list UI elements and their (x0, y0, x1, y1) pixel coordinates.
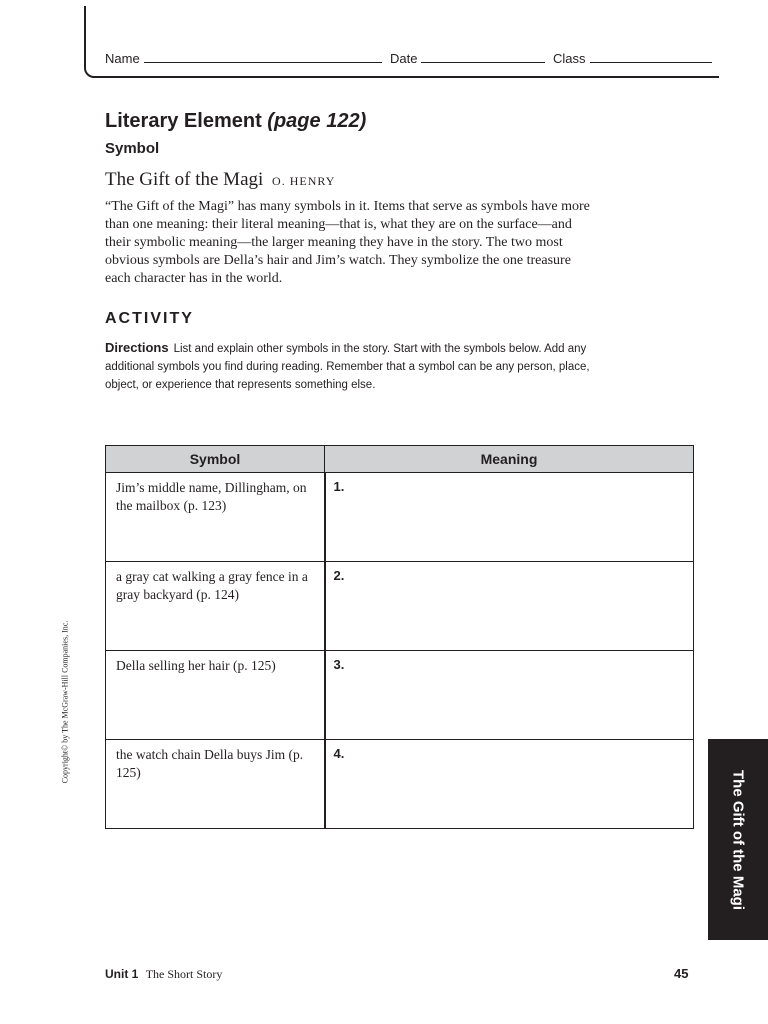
activity-heading: ACTIVITY (105, 310, 194, 327)
directions (105, 339, 605, 394)
meaning-number: 4. (333, 746, 345, 761)
header-corner-rule (84, 6, 100, 78)
table-row (106, 651, 694, 740)
directions-label: Directions (105, 340, 169, 355)
footer (105, 967, 222, 982)
table-header-row (106, 446, 694, 473)
subtitle: Symbol (105, 140, 160, 157)
date-blank[interactable] (421, 50, 545, 63)
symbol-cell: Della selling her hair (p. 125) (106, 651, 325, 740)
table-row (106, 562, 694, 651)
title-page-ref: (page 122) (267, 110, 367, 132)
class-blank[interactable] (590, 50, 712, 63)
name-field[interactable] (105, 50, 382, 66)
symbol-cell: Jim’s middle name, Dillingham, on the mailbox (p. 123) (106, 473, 325, 562)
symbol-cell: the watch chain Della buys Jim (p. 125) (106, 740, 325, 829)
date-label: Date (390, 51, 418, 66)
class-field[interactable] (553, 50, 712, 66)
meaning-cell[interactable] (325, 473, 694, 562)
page-number: 45 (674, 966, 689, 981)
table-row (106, 473, 694, 562)
title-main: Literary Element (105, 110, 262, 132)
name-blank[interactable] (144, 50, 382, 63)
story-title-text: The Gift of the Magi (105, 169, 264, 190)
side-tab-label: The Gift of the Magi (729, 769, 747, 910)
footer-unit: Unit 1 (105, 967, 139, 981)
side-tab (708, 739, 768, 940)
meaning-number: 3. (333, 657, 345, 672)
header-rule (98, 76, 719, 78)
symbol-table (105, 445, 694, 829)
meaning-cell[interactable] (325, 740, 694, 829)
symbol-column-header: Symbol (106, 446, 325, 473)
date-field[interactable] (390, 50, 545, 66)
meaning-number: 1. (333, 479, 345, 494)
footer-unit-title: The Short Story (145, 967, 223, 981)
meaning-column-header: Meaning (325, 446, 694, 473)
name-label: Name (105, 51, 140, 66)
class-label: Class (553, 51, 586, 66)
table-row (106, 740, 694, 829)
story-author: O. HENRY (272, 174, 336, 188)
copyright-text: Copyright© by The McGraw-Hill Companies, Inc. (60, 620, 70, 784)
intro-paragraph: “The Gift of the Magi” has many symbols in it. Items that serve as symbols have more than one meaning: their literal meaning—that is, what they are on the surface—and their symbolic meaning—the larger meaning they have in the story. The two most obvious symbols are Della’s hair and Jim’s watch. They symbolize the one treasure each character has in the world. (105, 199, 590, 286)
meaning-number: 2. (333, 568, 345, 583)
directions-text: List and explain other symbols in the story. Start with the symbols below. Add any additional symbols you find during reading. Remember that a symbol can be any person, place, object, or experience that represents something else. (105, 343, 590, 391)
page-title (105, 110, 366, 133)
meaning-cell[interactable] (325, 651, 694, 740)
story-title (105, 169, 335, 191)
meaning-cell[interactable] (325, 562, 694, 651)
symbol-cell: a gray cat walking a gray fence in a gray backyard (p. 124) (106, 562, 325, 651)
